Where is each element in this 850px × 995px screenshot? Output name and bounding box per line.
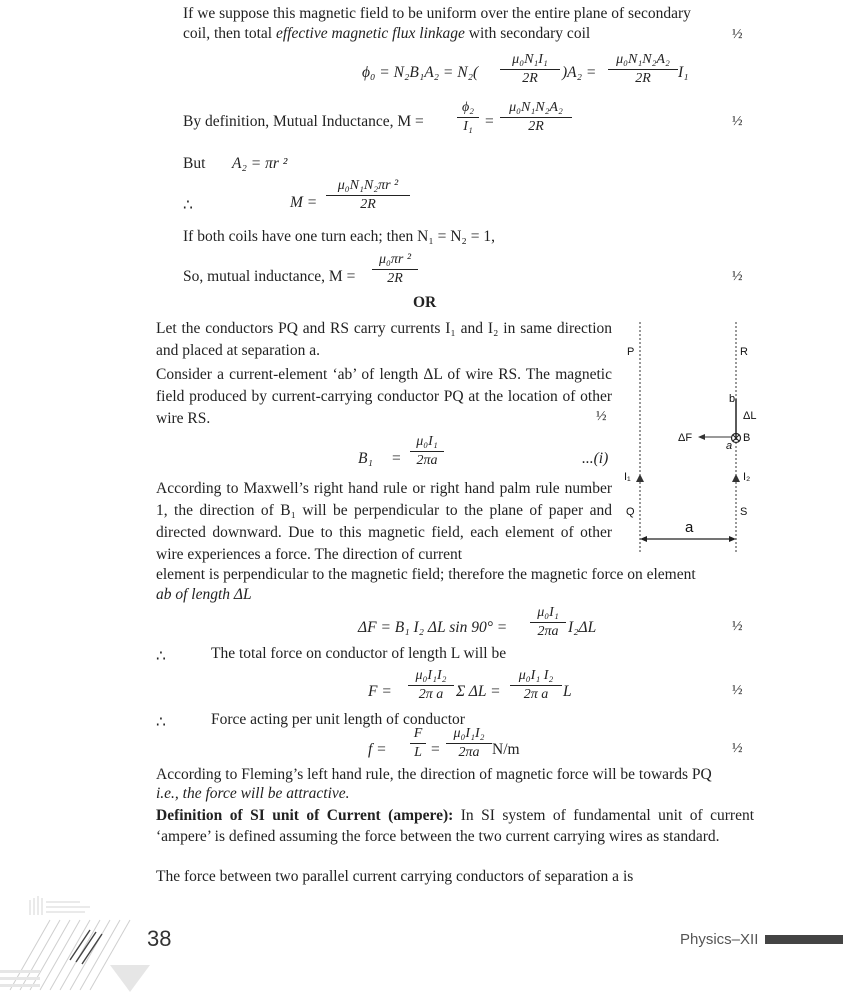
separation-right-arrow-icon bbox=[729, 536, 736, 542]
def-mutual-frac-1-num: ϕ₂ bbox=[461, 100, 475, 115]
label-a-small: a bbox=[726, 440, 733, 452]
eq-f-mid: Σ ΔL = bbox=[456, 683, 501, 700]
intro-line-2-b: with secondary coil bbox=[464, 25, 591, 42]
eq-b1-tag: ...(i) bbox=[582, 450, 609, 467]
so-mutual-frac bbox=[372, 252, 418, 287]
eq-fs-frac-2 bbox=[446, 726, 492, 761]
def-mutual-frac-1 bbox=[457, 100, 479, 135]
eq-phi-frac-1-num: μ₀N₁I₁ bbox=[512, 52, 548, 67]
def-si-unit bbox=[156, 805, 754, 847]
eq-f-frac-2-num: μ₀I₁ I₂ bbox=[518, 668, 554, 683]
therefore-symbol: ∴ bbox=[156, 714, 166, 731]
half-mark: ½ bbox=[732, 269, 743, 284]
eq-df-den: 2πa bbox=[537, 624, 559, 639]
eq-fs-frac-2-den: 2πa bbox=[458, 745, 480, 760]
def-mutual-frac-2-den: 2R bbox=[528, 119, 544, 134]
intro-line-2 bbox=[183, 25, 590, 43]
eq-fs-frac-1 bbox=[410, 726, 426, 761]
para-maxwell-end: ab of length ΔL bbox=[156, 586, 252, 603]
label-r: R bbox=[740, 346, 748, 358]
therefore-symbol: ∴ bbox=[183, 197, 193, 214]
therefore-m-den: 2R bbox=[360, 197, 376, 212]
but-expr: A₂ = πr ² bbox=[232, 155, 288, 172]
total-force-text: The total force on conductor of length L will be bbox=[211, 645, 507, 662]
half-mark: ½ bbox=[732, 619, 743, 634]
label-b: b bbox=[729, 393, 736, 405]
def-mutual-text: By definition, Mutual Inductance, M = bbox=[183, 113, 424, 130]
half-mark: ½ bbox=[732, 114, 743, 129]
para-current-element: Consider a current-element ‘ab’ of length ΔL of wire RS. The magnetic field produced by current-carrying conductor PQ at the location of other wire RS. bbox=[156, 366, 612, 427]
def-mutual-eq: = bbox=[485, 113, 494, 130]
eq-phi-lhs: ϕ₀ = N₂B₁A₂ = N₂( bbox=[362, 64, 479, 81]
footer-bar bbox=[765, 935, 843, 944]
eq-phi-frac-1 bbox=[500, 52, 560, 87]
eq-phi-mid: )A₂ = bbox=[562, 64, 597, 81]
fleming-line-2: i.e., the force will be attractive. bbox=[156, 785, 350, 802]
force-unit-text: Force acting per unit length of conductor bbox=[211, 711, 465, 728]
eq-b1-den: 2πa bbox=[416, 453, 438, 468]
eq-f-frac-1-den: 2π a bbox=[418, 687, 444, 702]
but-label: But bbox=[183, 155, 206, 172]
intro-line-2-a: coil, then total bbox=[183, 25, 276, 42]
eq-f-frac-2-den: 2π a bbox=[523, 687, 549, 702]
para-conductors: Let the conductors PQ and RS carry currents I₁ and I₂ in same direction and placed at separation a. bbox=[156, 320, 612, 359]
decorative-corner-graphic bbox=[0, 880, 150, 995]
book-title: Physics–XII bbox=[680, 931, 759, 948]
label-b-field: B bbox=[743, 432, 751, 444]
para-maxwell-cont: element is perpendicular to the magnetic field; therefore the magnetic force on element bbox=[156, 566, 696, 583]
eq-fs-frac-1-den: L bbox=[414, 745, 422, 760]
one-turn-line: If both coils have one turn each; then N₁ = N₂ = 1, bbox=[183, 228, 495, 245]
eq-df-tail: I₂ΔL bbox=[568, 619, 597, 636]
eq-df-frac bbox=[530, 605, 566, 640]
half-mark: ½ bbox=[596, 409, 607, 424]
eq-phi-frac-2-den: 2R bbox=[635, 71, 651, 86]
separation-left-arrow-icon bbox=[640, 536, 647, 542]
half-mark: ½ bbox=[732, 741, 743, 756]
eq-f-frac-1-num: μ₀I₁I₂ bbox=[415, 668, 447, 683]
def-si-unit-body: In SI system of fundamental unit of current ‘ampere’ is defined assuming the force between the two current carrying wires as standard. bbox=[156, 807, 755, 845]
para-maxwell: According to Maxwell’s right hand rule or right hand palm rule number 1, the direction of B₁ will be perpendicular to the plane of paper and directed downward. Due to this magnetic field, each element of other wire experiences a force. The direction of current bbox=[156, 480, 612, 563]
def-mutual-frac-2 bbox=[500, 100, 572, 135]
label-i1: I₁ bbox=[624, 471, 631, 483]
or-label: OR bbox=[413, 294, 437, 311]
eq-df-lhs: ΔF = B₁ I₂ ΔL sin 90° = bbox=[358, 619, 508, 636]
eq-f-tail: L bbox=[563, 683, 572, 700]
so-mutual-den: 2R bbox=[387, 271, 403, 286]
label-i2: I₂ bbox=[743, 471, 751, 483]
therefore-m-num: μ₀N₁N₂πr ² bbox=[337, 178, 399, 193]
def-mutual-frac-2-num: μ₀N₁N₂A₂ bbox=[509, 100, 563, 115]
eq-fs-frac-2-num: μ₀I₁I₂ bbox=[453, 726, 485, 741]
eq-phi-tail: I₁ bbox=[678, 64, 689, 81]
eq-fs-eq: = bbox=[431, 741, 440, 758]
half-mark: ½ bbox=[732, 27, 743, 42]
eq-f-frac-1 bbox=[408, 668, 454, 703]
label-delta-l: ΔL bbox=[743, 410, 757, 422]
label-p: P bbox=[627, 346, 635, 358]
eq-b1-num: μ₀I₁ bbox=[416, 434, 438, 449]
eq-phi-frac-2 bbox=[608, 52, 678, 87]
eq-df-num: μ₀I₁ bbox=[537, 605, 559, 620]
eq-phi-frac-1-den: 2R bbox=[522, 71, 538, 86]
page-number: 38 bbox=[147, 926, 172, 951]
eq-fs-unit: N/m bbox=[492, 741, 520, 758]
eq-b1-eq: = bbox=[392, 450, 401, 467]
intro-line-1: If we suppose this magnetic field to be uniform over the entire plane of secondary bbox=[183, 5, 691, 22]
def-mutual-frac-1-den: I₁ bbox=[463, 119, 473, 134]
current-i2-arrow-icon bbox=[732, 474, 740, 482]
eq-fs-lhs: f = bbox=[368, 741, 387, 758]
last-line: The force between two parallel current carrying conductors of separation a is bbox=[156, 868, 634, 885]
force-arrowhead-icon bbox=[698, 434, 705, 440]
label-s: S bbox=[740, 506, 748, 518]
current-i1-arrow-icon bbox=[636, 474, 644, 482]
therefore-symbol: ∴ bbox=[156, 648, 166, 665]
eq-f-lhs: F = bbox=[368, 683, 392, 700]
so-mutual-text: So, mutual inductance, M = bbox=[183, 268, 356, 285]
label-separation: a bbox=[685, 519, 694, 536]
therefore-m-lhs: M = bbox=[290, 194, 318, 211]
label-delta-f: ΔF bbox=[678, 432, 693, 444]
so-mutual-num: μ₀πr ² bbox=[378, 252, 412, 267]
half-mark: ½ bbox=[732, 683, 743, 698]
label-q: Q bbox=[626, 506, 635, 518]
intro-line-2-emphasis: effective magnetic flux linkage bbox=[275, 25, 465, 42]
therefore-m-frac bbox=[326, 178, 410, 213]
fleming-line-1: According to Fleming’s left hand rule, the direction of magnetic force will be towards PQ bbox=[156, 766, 712, 783]
def-si-unit-heading: Definition of SI unit of Current (ampere): bbox=[156, 807, 454, 824]
eq-b1-frac bbox=[410, 434, 444, 469]
eq-f-frac-2 bbox=[510, 668, 562, 703]
eq-b1-lhs: B₁ bbox=[358, 450, 373, 467]
eq-phi-frac-2-num: μ₀N₁N₂A₂ bbox=[616, 52, 670, 67]
eq-fs-frac-1-num: F bbox=[413, 726, 423, 741]
